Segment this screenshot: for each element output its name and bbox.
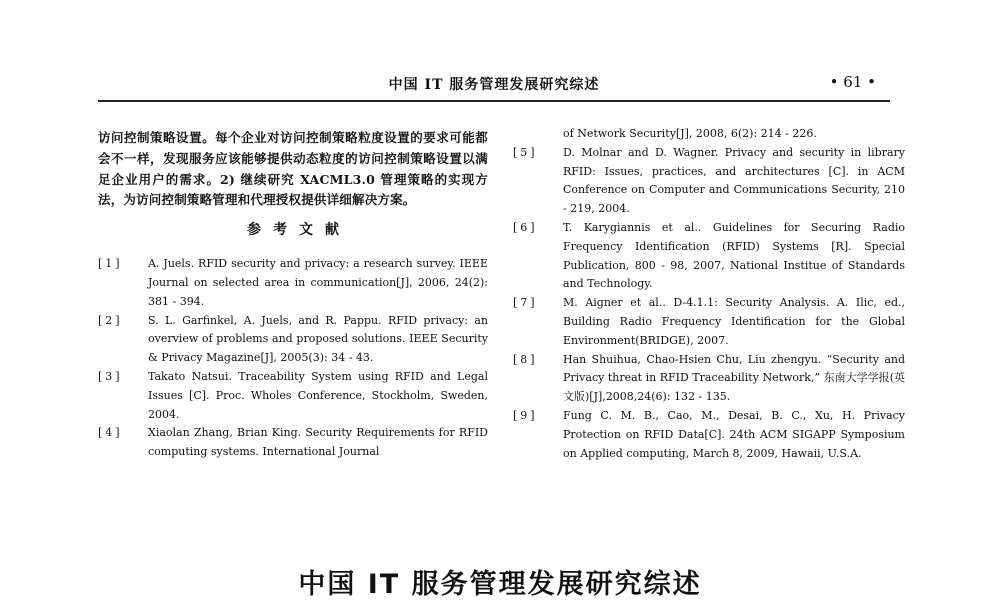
reference-text: Xiaolan Zhang, Brian King. Security Requirements for RFID computing systems. International Journal [148, 426, 488, 459]
left-column [98, 128, 488, 462]
reference-text: T. Karygiannis et al.. Guidelines for Securing Radio Frequency Identification (RFID) Systems [R]. Special Publication, 800 - 98, 2007, National Institue of Standards and Technology. [563, 220, 905, 291]
reference-number: [8] [513, 352, 538, 366]
page-number: • 61 • [829, 73, 876, 91]
reference-text: A. Juels. RFID security and privacy: a research survey. IEEE Journal on selected area in communication[J], 2006, 24(2): 381 - 394. [148, 257, 488, 308]
reference-text: Han Shuihua, Chao-Hsien Chu, Liu zhengyu. “Security and Privacy threat in RFID Traceability Network,” 东南大学学报(英文版)[J],2008,24(6): 132 - 135. [563, 352, 905, 404]
right-column [513, 125, 905, 463]
reference-number: [4] [98, 426, 123, 440]
reference-text: M. Aigner et al.. D-4.1.1: Security Analysis. A. Ilic, ed., Building Radio Frequency Identification for the Global Environment(BRIDGE), 2007. [563, 296, 905, 347]
article-title: 中国 IT 服务管理发展研究综述 [298, 569, 702, 600]
reference-number: [5] [513, 145, 538, 159]
reference-text: Fung C. M. B., Cao, M., Desai, B. C., Xu, H. Privacy Protection on RFID Data[C]. 24th ACM SIGAPP Symposium on Applied computing, March 8, 2009, Hawaii, U.S.A. [563, 408, 905, 460]
reference-item [98, 312, 488, 368]
reference-number: [2] [98, 313, 123, 327]
reference-number: [9] [513, 408, 538, 422]
reference-item [98, 424, 488, 462]
body-paragraph: 访问控制策略设置。每个企业对访问控制策略粒度设置的要求可能都会不一样，发现服务应该能够提供动态粒度的访问控制策略设置以满足企业用户的需求。2) 继续研究 XACML3.0 管理策略的实现方法，为访问控制策略管理和代理授权提供详细解决方案。 [98, 130, 488, 208]
running-header [98, 66, 890, 102]
reference-text: Takato Natsui. Traceability System using RFID and Legal Issues [C]. Proc. Wholes Conference, Stockholm, Sweden, 2004. [148, 369, 488, 421]
reference-item [98, 255, 488, 311]
reference-number: [6] [513, 220, 538, 234]
reference-number: [3] [98, 369, 123, 383]
reference-text: of Network Security[J], 2008, 6(2): 214 - 226. [563, 127, 817, 140]
reference-item [513, 294, 905, 350]
reference-number: [7] [513, 296, 538, 310]
reference-number: [1] [98, 257, 123, 271]
running-title: 中国 IT 服务管理发展研究综述 [388, 77, 600, 93]
reference-text: D. Molnar and D. Wagner. Privacy and security in library RFID: Issues, practices, and architectures [C]. in ACM Conference on Computer and Communications Security, 210 - 219, 2004. [563, 145, 905, 216]
reference-text: S. L. Garfinkel, A. Juels, and R. Pappu. RFID privacy: an overview of problems and proposed solutions. IEEE Security & Privacy Magazine[J], 2005(3): 34 - 43. [148, 313, 488, 365]
reference-item [513, 144, 905, 219]
reference-item [513, 407, 905, 463]
reference-item [513, 351, 905, 407]
reference-item [513, 219, 905, 294]
reference-continuation [513, 125, 905, 144]
reference-item [98, 368, 488, 424]
references-heading: 参考文献 [247, 222, 351, 239]
